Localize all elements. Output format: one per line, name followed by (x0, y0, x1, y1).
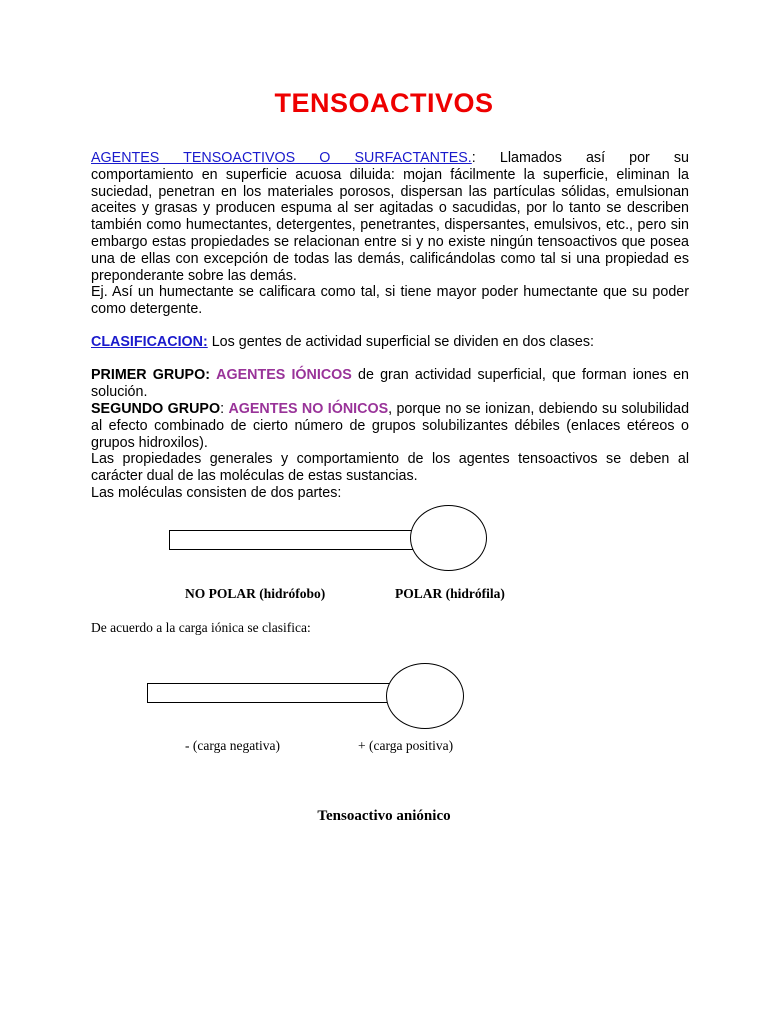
intro-line1-rest: Llamados así por su (475, 150, 689, 166)
intro-heading: AGENTES TENSOACTIVOS O SURFACTANTES. (91, 150, 472, 166)
moleculas-text: Las moléculas consisten de dos partes: (91, 485, 342, 501)
segundo-grupo-label: SEGUNDO GRUPO (91, 401, 221, 417)
intro-heading-suffix: : (471, 150, 476, 166)
carga-negativa-label: - (carga negativa) (185, 738, 280, 753)
primer-grupo-text: de gran actividad superficial, que forman iones en solución. (91, 367, 689, 400)
hydrophilic-head (410, 505, 487, 571)
anionic-head (386, 663, 464, 729)
primer-grupo-label: PRIMER GRUPO: (91, 367, 210, 383)
segundo-grupo-text: , porque no se ionizan, debiendo su solubilidad al efecto combinado de cierto número de grupos solubilizantes débiles (enlaces etéreos o grupos hidroxilos). (91, 401, 690, 451)
polar-label: POLAR (hidrófila) (395, 586, 505, 601)
segundo-grupo-colon: : (220, 401, 229, 417)
carga-positiva-label: + (carga positiva) (358, 738, 454, 753)
propiedades-text: Las propiedades generales y comportamiento de los agentes tensoactivos se deben al carácter dual de las moléculas de estas sustancias. (91, 451, 689, 484)
segundo-grupo (91, 401, 689, 451)
clasificacion-text: Los gentes de actividad superficial se dividen en dos clases: (207, 334, 594, 350)
segundo-grupo-name: AGENTES NO IÓNICOS (228, 401, 389, 417)
intro-example: Ej. Así un humectante se calificara como tal, si tiene mayor poder humectante que su poder como detergente. (91, 284, 689, 317)
page-title: TENSOACTIVOS (274, 88, 494, 118)
anionic-tail (147, 683, 390, 703)
primer-grupo (91, 367, 689, 401)
primer-grupo-name: AGENTES IÓNICOS (216, 367, 352, 383)
clasificacion-line (91, 334, 689, 351)
intro-body: comportamiento en superficie acuosa diluida: mojan fácilmente la superficie, eliminan la suciedad, penetran en los materiales porosos, dispersan las partículas sólidas, emulsionan aceites y grasas y producen espuma al ser agitadas o sacudidas, por lo tanto se describen también como humectantes, detergentes, penetrantes, dispersantes, emulsivos, etc., pero sin embargo estas propiedades se relacionan entre si y no existe ningún tensoactivos que posea una de ellas con excepción de todas las demás, calificándolas como tal si una propiedad es preponderante sobre las demás. (91, 166, 689, 284)
hydrophobic-tail (169, 530, 413, 550)
intro-first-line (91, 150, 689, 167)
anionico-caption: Tensoactivo aniónico (317, 808, 451, 824)
clasificacion-heading: CLASIFICACION: (91, 334, 208, 350)
no-polar-label: NO POLAR (hidrófobo) (185, 586, 326, 601)
carga-intro: De acuerdo a la carga iónica se clasifica: (91, 620, 311, 635)
